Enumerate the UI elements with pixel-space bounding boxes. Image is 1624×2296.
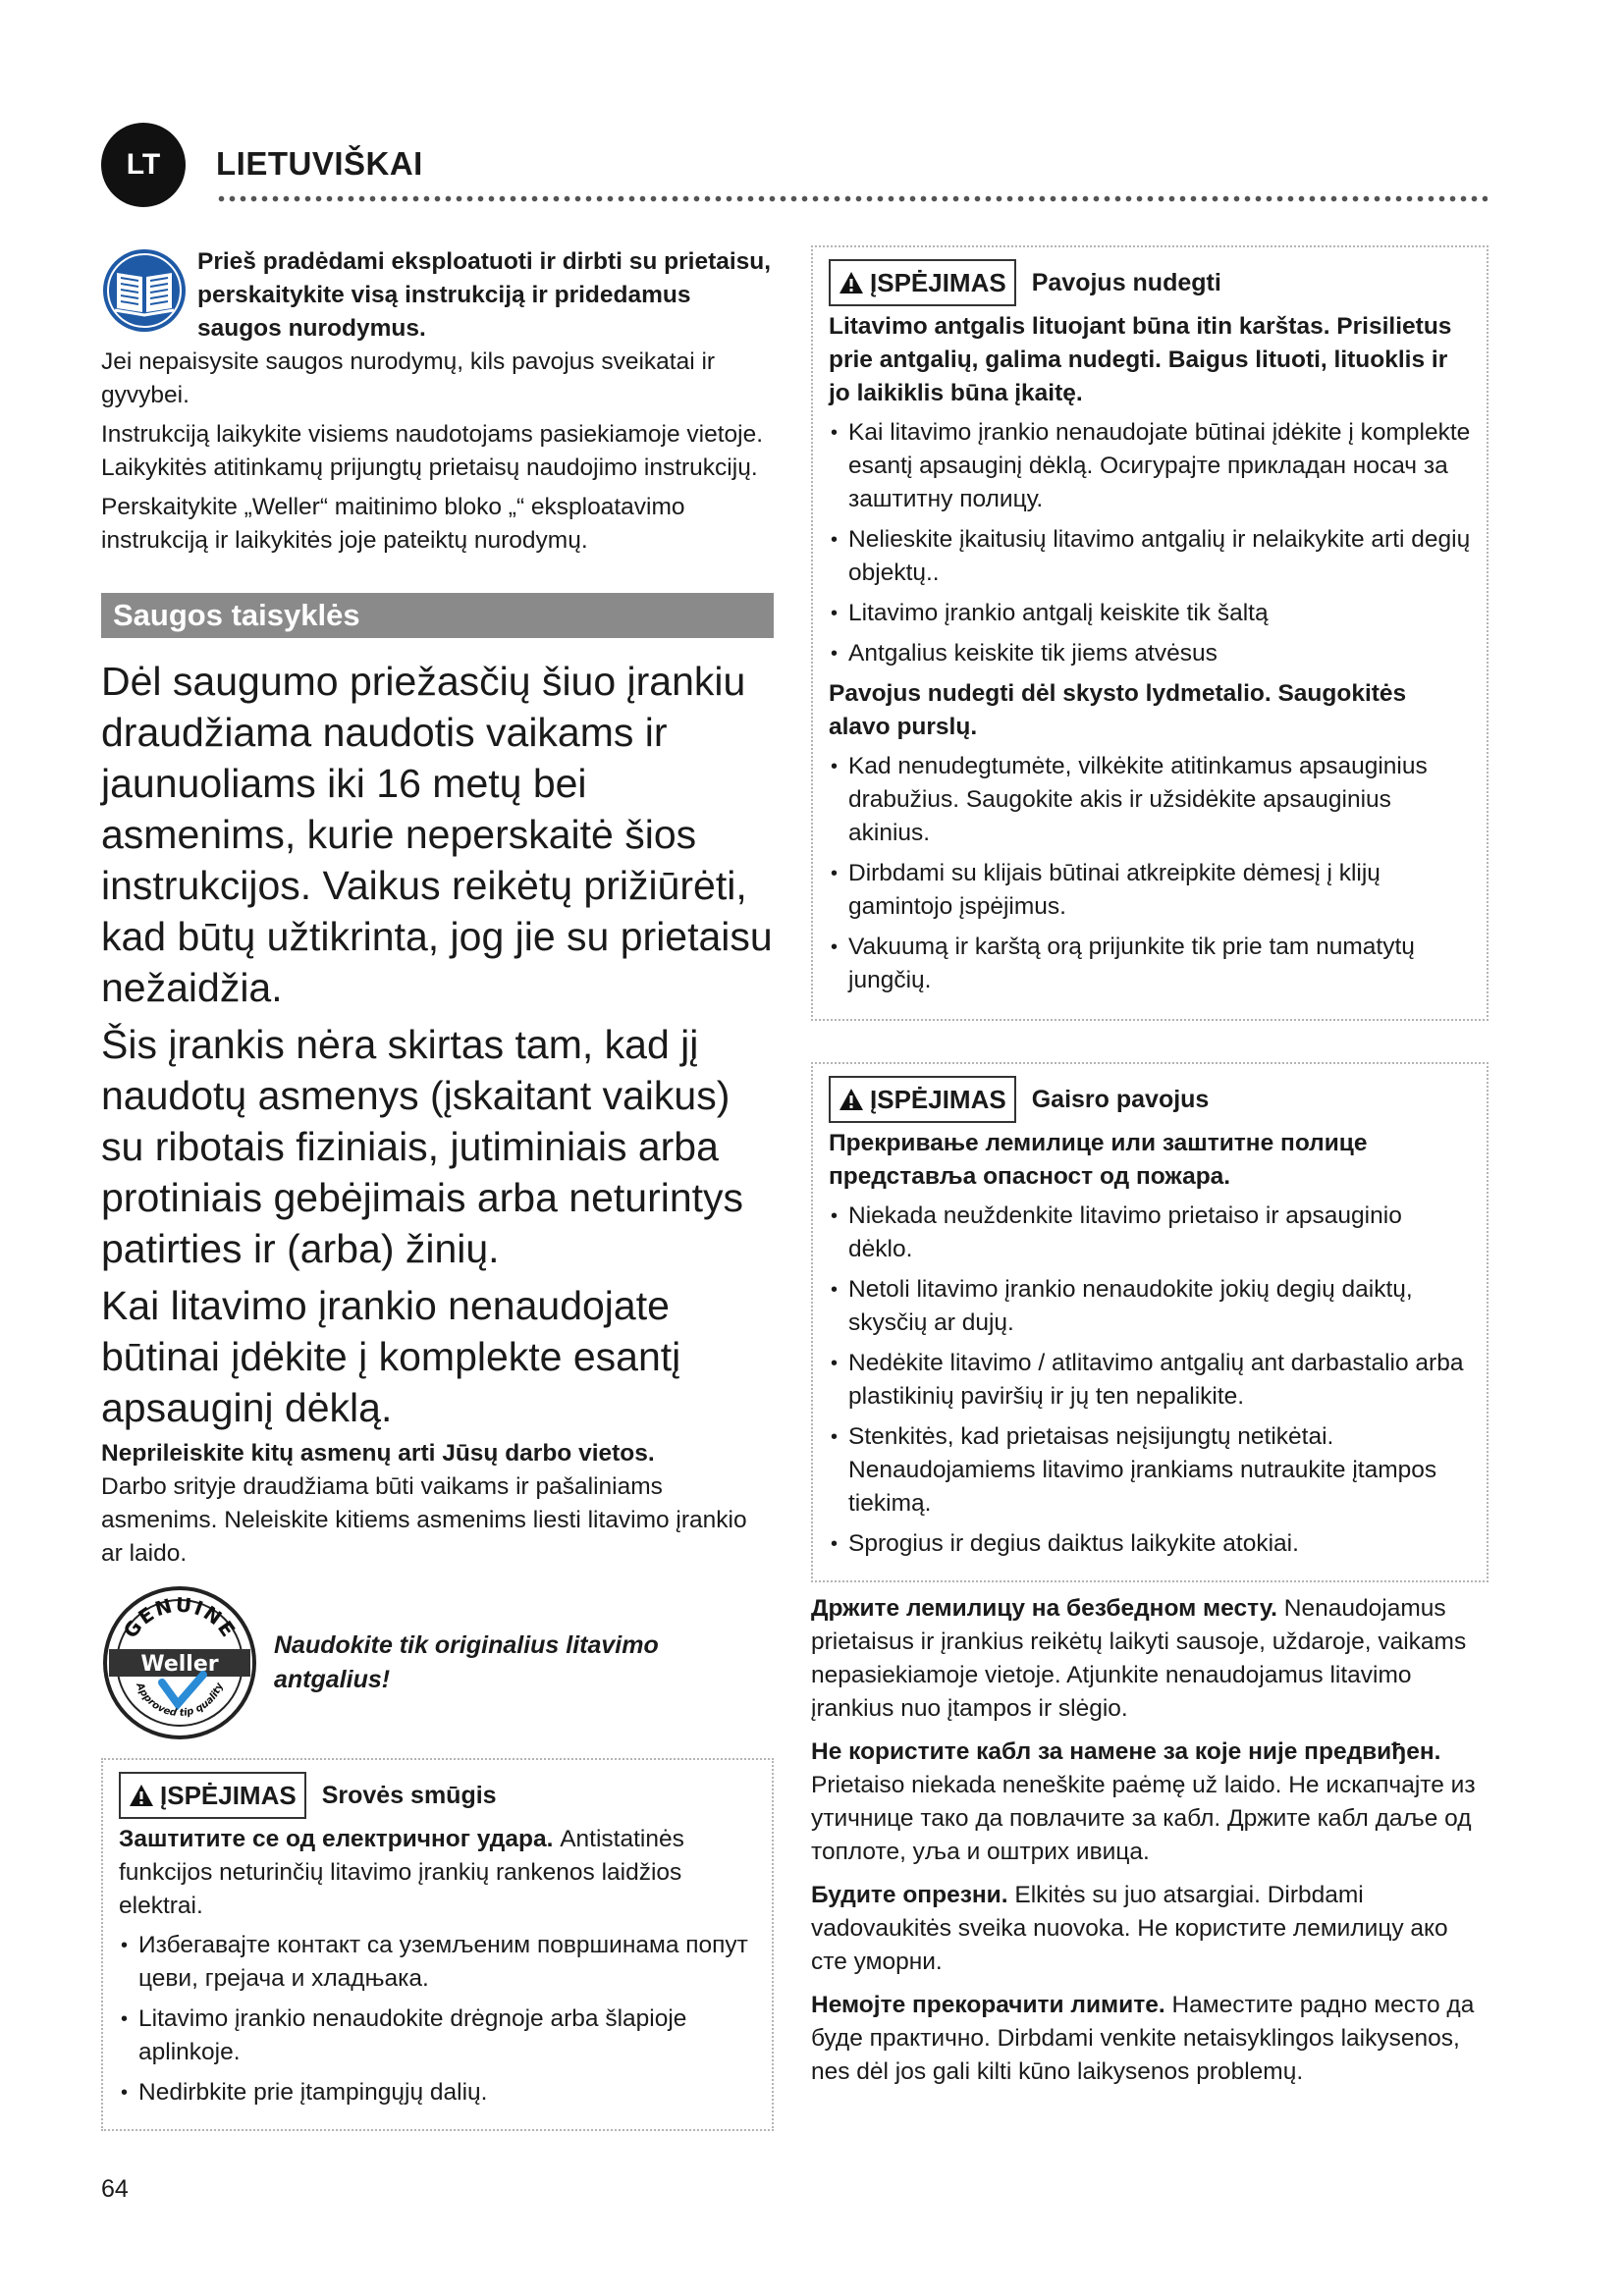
warning-label: ĮSPĖJIMAS xyxy=(870,1084,1006,1114)
genuine-tips-notice xyxy=(101,1584,774,1741)
fire-lead: Прекривање лемилице или заштитне полице представља опасност од пожара. xyxy=(829,1130,1368,1190)
manual-book-icon xyxy=(101,247,188,334)
shock-list xyxy=(119,1929,756,2109)
list-item: • Netoli litavimo įrankio nenaudokite jokių degių daiktų, skysčių ar dujų. xyxy=(829,1273,1471,1340)
warning-triangle-icon xyxy=(839,1088,864,1111)
weller-genuine-seal-icon xyxy=(101,1584,258,1741)
safety-large-text-3: Kai litavimo įrankio nenaudojate būtinai įdėkite į komplekte esantį apsauginį dėklą. xyxy=(101,1283,681,1430)
intro-paragraph-1: Jei nepaisysite saugos nurodymų, kils pavojus sveikatai ir gyvybei. xyxy=(101,348,716,408)
dotted-divider xyxy=(216,194,1488,203)
workarea-heading: Neprileiskite kitų asmenų arti Jūsų darbo vietos. xyxy=(101,1440,655,1467)
language-title: LIETUVIŠKAI xyxy=(216,145,423,182)
page-number: 64 xyxy=(101,2175,129,2203)
intro-paragraph-2: Instrukciją laikykite visiems naudotojams pasiekiamoje vietoje. Laikykitės atitinkamų prijungtų prietaisų naudojimo instrukcijų. xyxy=(101,421,764,481)
burn-list-2 xyxy=(829,750,1471,997)
language-code: LT xyxy=(126,148,161,181)
paragraph-limits: Немојте прекорачити лимите. Наместите радно место да буде практично. Dirbdami venkite netaisyklingos laikysenos, nes dėl jos gali kilti kūno laikysenos problemų. xyxy=(811,1992,1475,2085)
warning-box-burn xyxy=(811,245,1489,1021)
workarea-paragraph: Darbo srityje draudžiama būti vaikams ir pašaliniams asmenims. Neleiskite kitiems asmenims liesti litavimo įrankio ar laido. xyxy=(101,1473,747,1567)
seal-top-text: GENUINE xyxy=(118,1592,242,1643)
right-column-paragraphs xyxy=(811,1592,1489,2099)
list-item: • Nedirbkite prie įtampingųjų dalių. xyxy=(119,2076,756,2109)
warning-label: ĮSPĖJIMAS xyxy=(160,1780,297,1810)
list-item: • Antgalius keiskite tik jiems atvėsus xyxy=(829,637,1471,670)
paragraph-storage: Држите лемилицу на безбедном месту. Nenaudojamus prietaisus ir įrankius reikėtų laikyti sausoje, uždaroje, vaikams nepasiekiamoje vietoje. Atjunkite nenaudojamus litavimo įrankius nuo įtampos ir slėgio. xyxy=(811,1595,1467,1722)
burn-lead: Litavimo antgalis lituojant būna itin karštas. Prisilietus prie antgalių, galima nudegti. Baigus lituoti, lituoklis ir jo laikiklis būna įkaitę. xyxy=(829,313,1452,406)
list-item: • Избегавајте контакт са уземљеним површинама попут цеви, грејача и хладњака. xyxy=(119,1929,756,1996)
intro-notice xyxy=(101,245,774,346)
left-column xyxy=(101,245,774,1741)
list-item: • Litavimo įrankio nenaudokite drėgnoje arba šlapioje aplinkoje. xyxy=(119,2002,756,2069)
burn-list-1 xyxy=(829,416,1471,670)
warning-title-burn: Pavojus nudegti xyxy=(1031,268,1221,296)
warning-title-shock: Srovės smūgis xyxy=(321,1781,497,1809)
warning-box-fire xyxy=(811,1062,1489,1582)
seal-bottom-text: Approved tip quality xyxy=(134,1681,226,1720)
paragraph-careful: Будите опрезни. Elkitės su juo atsargiai. Dirbdami vadovaukitės sveika nuovoka. Не користите лемилицу ако сте уморни. xyxy=(811,1882,1448,1975)
intro-bold-text: Prieš pradėdami eksploatuoti ir dirbti su prietaisu, perskaitykite visą instrukciją ir pridedamus saugos nurodymus. xyxy=(197,248,772,342)
warning-box-electric-shock xyxy=(101,1758,774,2131)
seal-brand-text: Weller xyxy=(140,1652,219,1677)
section-heading: Saugos taisyklės xyxy=(101,593,774,638)
warning-tag xyxy=(829,259,1016,306)
warning-triangle-icon xyxy=(129,1784,154,1807)
list-item: • Vakuumą ir karštą orą prijunkite tik prie tam numatytų jungčių. xyxy=(829,931,1471,997)
list-item: • Sprogius ir degius daiktus laikykite atokiai. xyxy=(829,1527,1471,1561)
warning-tag xyxy=(829,1076,1016,1123)
list-item: • Litavimo įrankio antgalį keiskite tik šaltą xyxy=(829,597,1471,630)
language-badge xyxy=(101,123,186,207)
list-item: • Dirbdami su klijais būtinai atkreipkite dėmesį į klijų gamintojo įspėjimus. xyxy=(829,857,1471,924)
shock-lead: Заштитите се од електричног удара. Antistatinės funkcijos neturinčių litavimo įrankių rankenos laidžios elektrai. xyxy=(119,1826,684,1919)
fire-list xyxy=(829,1200,1471,1561)
paragraph-cable: Не користите кабл за намене за које није предвиђен. Prietaiso niekada neneškite paėmę už laido. Не искапчајте из утичнице тако да повлачите за кабл. Држите кабл даље од топлоте, уља и оштрих ивица. xyxy=(811,1738,1476,1865)
burn-solder-heading: Pavojus nudegti dėl skysto lydmetalio. Saugokitės alavo purslų. xyxy=(829,680,1407,740)
list-item: • Nelieskite įkaitusių litavimo antgalių ir nelaikykite arti degių objektų.. xyxy=(829,523,1471,590)
warning-label: ĮSPĖJIMAS xyxy=(870,267,1006,297)
list-item: • Kad nenudegtumėte, vilkėkite atitinkamus apsauginius drabužius. Saugokite akis ir užsidėkite apsauginius akinius. xyxy=(829,750,1471,850)
safety-large-text-1: Dėl saugumo priežasčių šiuo įrankiu draudžiama naudotis vaikams ir jaunuoliams iki 16 metų bei asmenims, kurie neperskaitė šios instrukcijos. Vaikus reikėtų prižiūrėti, kad būtų užtikrinta, jog jie su prietaisu nežaidžia. xyxy=(101,659,773,1010)
list-item: • Nedėkite litavimo / atlitavimo antgalių ant darbastalio arba plastikinių paviršių ir jų ten nepalikite. xyxy=(829,1347,1471,1414)
list-item: • Kai litavimo įrankio nenaudojate būtinai įdėkite į komplekte esantį apsauginį dėklą. Осигурајте прикладан носач за заштитну полицу. xyxy=(829,416,1471,516)
genuine-tips-text: Naudokite tik originalius litavimo antgalius! xyxy=(274,1631,659,1693)
warning-triangle-icon xyxy=(839,271,864,294)
list-item: • Niekada neuždenkite litavimo prietaiso ir apsauginio dėklo. xyxy=(829,1200,1471,1266)
warning-tag xyxy=(119,1772,306,1819)
list-item: • Stenkitės, kad prietaisas neįsijungtų netikėtai. Nenaudojamiems litavimo įrankiams nutraukite įtampos tiekimą. xyxy=(829,1420,1471,1521)
warning-title-fire: Gaisro pavojus xyxy=(1031,1085,1210,1113)
safety-large-text-2: Šis įrankis nėra skirtas tam, kad jį naudotų asmenys (įskaitant vaikus) su ribotais fiziniais, jutiminiais arba protiniais gebėjimais arba neturintys patirties ir (arba) žinių. xyxy=(101,1022,744,1271)
intro-paragraph-3: Perskaitykite „Weller“ maitinimo bloko „“ eksploatavimo instrukciją ir laikykitės joje pateiktų nurodymų. xyxy=(101,494,685,554)
